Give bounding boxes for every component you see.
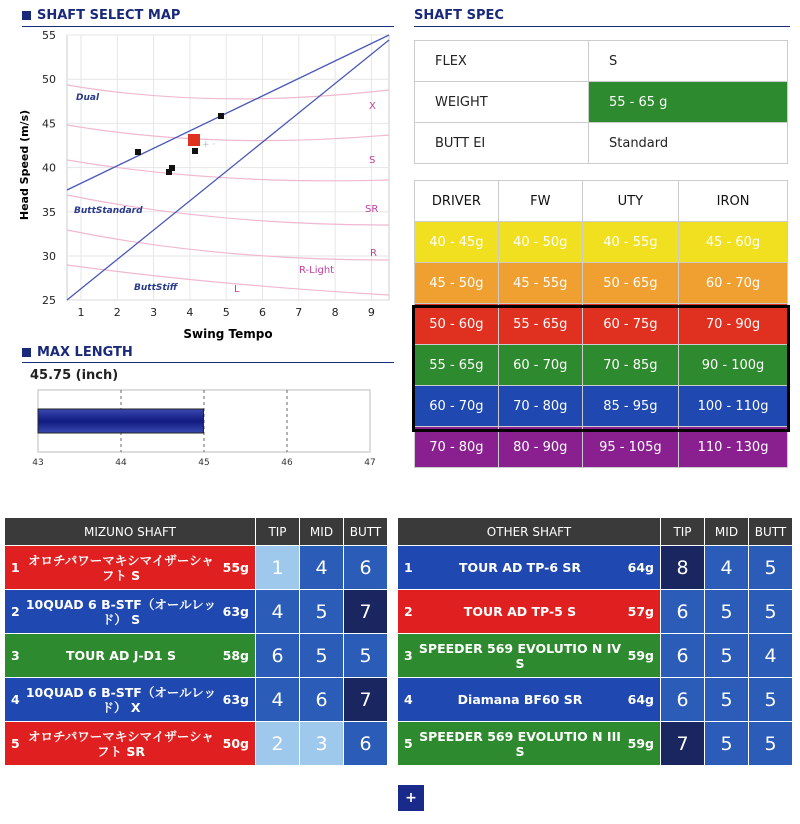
shaft-tip-value: 2 [256,722,300,766]
divider [414,26,790,27]
shaft-tip-value: 7 [661,722,705,766]
weight-cell: 90 - 100g [679,345,788,386]
shaft-weight: 63g [222,692,249,707]
data-point [192,148,198,154]
x-tick-label: 1 [77,306,85,319]
shaft-row[interactable] [398,546,793,590]
shaft-weight: 59g [627,736,654,751]
data-point [218,113,224,119]
shaft-name-cell[interactable] [398,546,661,590]
y-axis-label: Head Speed (m/s) [18,109,31,221]
divider [22,362,394,363]
shaft-butt-value: 5 [749,678,793,722]
zone-buttstiff-label: ButtStiff [134,283,178,293]
flex-s-label: S [369,155,376,166]
shaft-name: オロチパワーマキシマイザーシャフト SR [28,728,214,759]
shaft-spec-title-text: SHAFT SPEC [414,8,504,23]
divider [22,26,394,27]
shaft-name-cell[interactable] [398,678,661,722]
shaft-mid-value: 5 [300,590,344,634]
shaft-mid-value: 4 [705,546,749,590]
length-tick-label: 44 [115,458,127,468]
shaft-butt-value: 5 [344,634,388,678]
x-tick-labels [78,306,375,319]
zone-buttstandard-label: ButtStandard [74,206,143,216]
shaft-row[interactable] [398,590,793,634]
bullet-square-icon [22,11,31,20]
selected-point-shadow: + · [202,140,216,150]
shaft-select-map-chart [14,30,394,350]
shaft-name: SPEEDER 569 EVOLUTIO N IV S [418,640,622,671]
x-tick-label: 3 [150,306,158,319]
shaft-header: OTHER SHAFT [398,518,661,546]
x-axis-label: Swing Tempo [183,327,273,341]
shaft-tip-value: 4 [256,678,300,722]
shaft-name: TOUR AD J-D1 S [66,648,176,663]
data-point [169,165,175,171]
shaft-weight: 55g [222,560,249,575]
shaft-mid-value: 5 [705,590,749,634]
shaft-index: 1 [11,560,20,575]
shaft-butt-value: 5 [749,722,793,766]
weight-cell: 80 - 90g [498,427,582,468]
shaft-index: 3 [404,648,413,663]
x-tick-label: 6 [259,306,266,319]
length-tick-labels [32,458,375,468]
shaft-header: TIP [256,518,300,546]
shaft-index: 5 [11,736,20,751]
flex-l-label: L [234,284,240,295]
spec-value: 55 - 65 g [589,82,788,123]
shaft-butt-value: 6 [344,546,388,590]
weight-cell: 95 - 105g [582,427,678,468]
weight-cell: 45 - 50g [415,263,499,304]
x-tick-label: 4 [186,306,194,319]
shaft-name-cell[interactable] [398,722,661,766]
x-tick-label: 2 [113,306,121,319]
y-tick-label: 45 [42,117,56,131]
weight-header-row [415,181,788,222]
shaft-mid-value: 5 [705,722,749,766]
weight-header: UTY [582,181,678,222]
max-length-title [22,345,133,360]
weight-cell: 55 - 65g [498,304,582,345]
shaft-mid-value: 3 [300,722,344,766]
weight-cell: 40 - 45g [415,222,499,263]
shaft-name-cell[interactable] [398,590,661,634]
shaft-index: 2 [404,604,413,619]
weight-cell: 55 - 65g [415,345,499,386]
weight-header: DRIVER [415,181,499,222]
shaft-butt-value: 5 [749,590,793,634]
y-tick-label: 25 [42,294,56,308]
spec-value: S [589,41,788,82]
shaft-name: TOUR AD TP-5 S [463,604,577,619]
weight-cell: 40 - 55g [582,222,678,263]
shaft-tip-value: 6 [256,634,300,678]
zone-dual-label: Dual [76,93,100,103]
spec-value: Standard [589,123,788,164]
shaft-tip-value: 6 [661,634,705,678]
shaft-weight: 50g [222,736,249,751]
y-tick-label: 40 [42,161,56,175]
flex-sr-label: SR [365,204,379,215]
length-tick-label: 43 [32,458,44,468]
shaft-header: MID [300,518,344,546]
shaft-row[interactable] [398,634,793,678]
shaft-header: MID [705,518,749,546]
shaft-name: 10QUAD 6 B-STF（オールレッド） S [25,596,217,627]
selected-point-marker [188,134,200,146]
y-tick-labels [42,30,56,307]
shaft-weight: 64g [627,692,654,707]
add-shaft-button[interactable]: + [398,785,424,811]
shaft-header: TIP [661,518,705,546]
weight-row [415,263,788,304]
shaft-header: MIZUNO SHAFT [5,518,256,546]
shaft-row[interactable] [5,590,388,634]
shaft-name-cell[interactable] [398,634,661,678]
mizuno-shaft-table [4,517,388,766]
length-tick-label: 46 [281,458,293,468]
weight-cell: 70 - 80g [498,386,582,427]
shaft-tip-value: 4 [256,590,300,634]
shaft-spec-table [414,40,788,164]
weight-row [415,222,788,263]
x-tick-label: 7 [295,306,303,319]
shaft-name-cell[interactable] [5,722,256,766]
length-tick-label: 45 [198,458,210,468]
weight-cell: 50 - 60g [415,304,499,345]
y-tick-label: 50 [42,73,56,87]
spec-label: BUTT EI [415,123,589,164]
shaft-name: 10QUAD 6 B-STF（オールレッド） X [25,684,217,715]
weight-cell: 70 - 80g [415,427,499,468]
flex-x-label: X [369,101,376,112]
shaft-row[interactable] [5,546,388,590]
spec-row-flex [415,41,788,82]
shaft-butt-value: 7 [344,590,388,634]
x-tick-label: 8 [331,306,339,319]
spec-row-buttei [415,123,788,164]
weight-cell: 50 - 65g [582,263,678,304]
data-point [135,149,141,155]
shaft-name-cell[interactable] [5,678,256,722]
weight-cell: 45 - 55g [498,263,582,304]
weight-cell: 60 - 70g [415,386,499,427]
shaft-butt-value: 6 [344,722,388,766]
shaft-butt-value: 4 [749,634,793,678]
shaft-mid-value: 4 [300,546,344,590]
shaft-header-row [398,518,793,546]
weight-cell: 70 - 90g [679,304,788,345]
shaft-weight: 59g [627,648,654,663]
shaft-row[interactable] [5,634,388,678]
spec-row-weight [415,82,788,123]
weight-header: FW [498,181,582,222]
length-tick-label: 47 [364,458,376,468]
shaft-weight: 63g [222,604,249,619]
shaft-name: SPEEDER 569 EVOLUTIO N III S [419,728,621,759]
shaft-mid-value: 5 [705,634,749,678]
weight-cell: 100 - 110g [679,386,788,427]
shaft-index: 3 [11,648,20,663]
shaft-tip-value: 1 [256,546,300,590]
shaft-index: 1 [404,560,413,575]
y-tick-label: 30 [42,250,56,263]
flex-rlight-label: R-Light [299,265,335,276]
map-title-text: SHAFT SELECT MAP [37,8,181,23]
weight-cell: 60 - 75g [582,304,678,345]
shaft-row[interactable] [5,722,388,766]
spec-label: WEIGHT [415,82,589,123]
length-bar [38,409,203,433]
shaft-select-map-title [22,8,180,23]
shaft-row[interactable] [398,722,793,766]
shaft-header-row [5,518,388,546]
shaft-tip-value: 6 [661,678,705,722]
max-length-value: 45.75 (inch) [30,368,119,383]
shaft-mid-value: 5 [300,634,344,678]
shaft-index: 4 [11,692,20,707]
shaft-tip-value: 6 [661,590,705,634]
shaft-row[interactable] [398,678,793,722]
shaft-index: 5 [404,736,413,751]
x-tick-label: 9 [367,306,375,319]
shaft-index: 4 [404,692,413,707]
y-tick-label: 35 [42,205,56,219]
spec-label: FLEX [415,41,589,82]
shaft-header: BUTT [749,518,793,546]
shaft-name-cell[interactable] [5,546,256,590]
weight-cell: 60 - 70g [498,345,582,386]
max-length-title-text: MAX LENGTH [37,345,133,360]
weight-header: IRON [679,181,788,222]
weight-cell: 45 - 60g [679,222,788,263]
shaft-mid-value: 6 [300,678,344,722]
shaft-weight: 58g [222,648,249,663]
shaft-row[interactable] [5,678,388,722]
shaft-weight: 57g [627,604,654,619]
max-length-gauge [30,388,390,468]
shaft-name-cell[interactable] [5,634,256,678]
shaft-index: 2 [11,604,20,619]
shaft-name: TOUR AD TP-6 SR [458,560,581,575]
y-tick-label: 55 [42,30,56,42]
shaft-name: Diamana BF60 SR [457,692,583,707]
shaft-header: BUTT [344,518,388,546]
shaft-weight: 64g [627,560,654,575]
weight-cell: 40 - 50g [498,222,582,263]
shaft-mid-value: 5 [705,678,749,722]
x-tick-label: 5 [222,306,230,319]
shaft-name: オロチパワーマキシマイザーシャフト S [28,552,214,583]
weight-cell: 85 - 95g [582,386,678,427]
shaft-name-cell[interactable] [5,590,256,634]
weight-row [415,427,788,468]
shaft-tip-value: 8 [661,546,705,590]
other-shaft-table [397,517,793,766]
weight-cell: 60 - 70g [679,263,788,304]
shaft-butt-value: 7 [344,678,388,722]
weight-cell: 110 - 130g [679,427,788,468]
shaft-spec-title [414,8,504,23]
weight-cell: 70 - 85g [582,345,678,386]
bullet-square-icon [22,348,31,357]
shaft-butt-value: 5 [749,546,793,590]
recommended-weight-highlight [412,305,790,432]
flex-r-label: R [370,248,377,259]
